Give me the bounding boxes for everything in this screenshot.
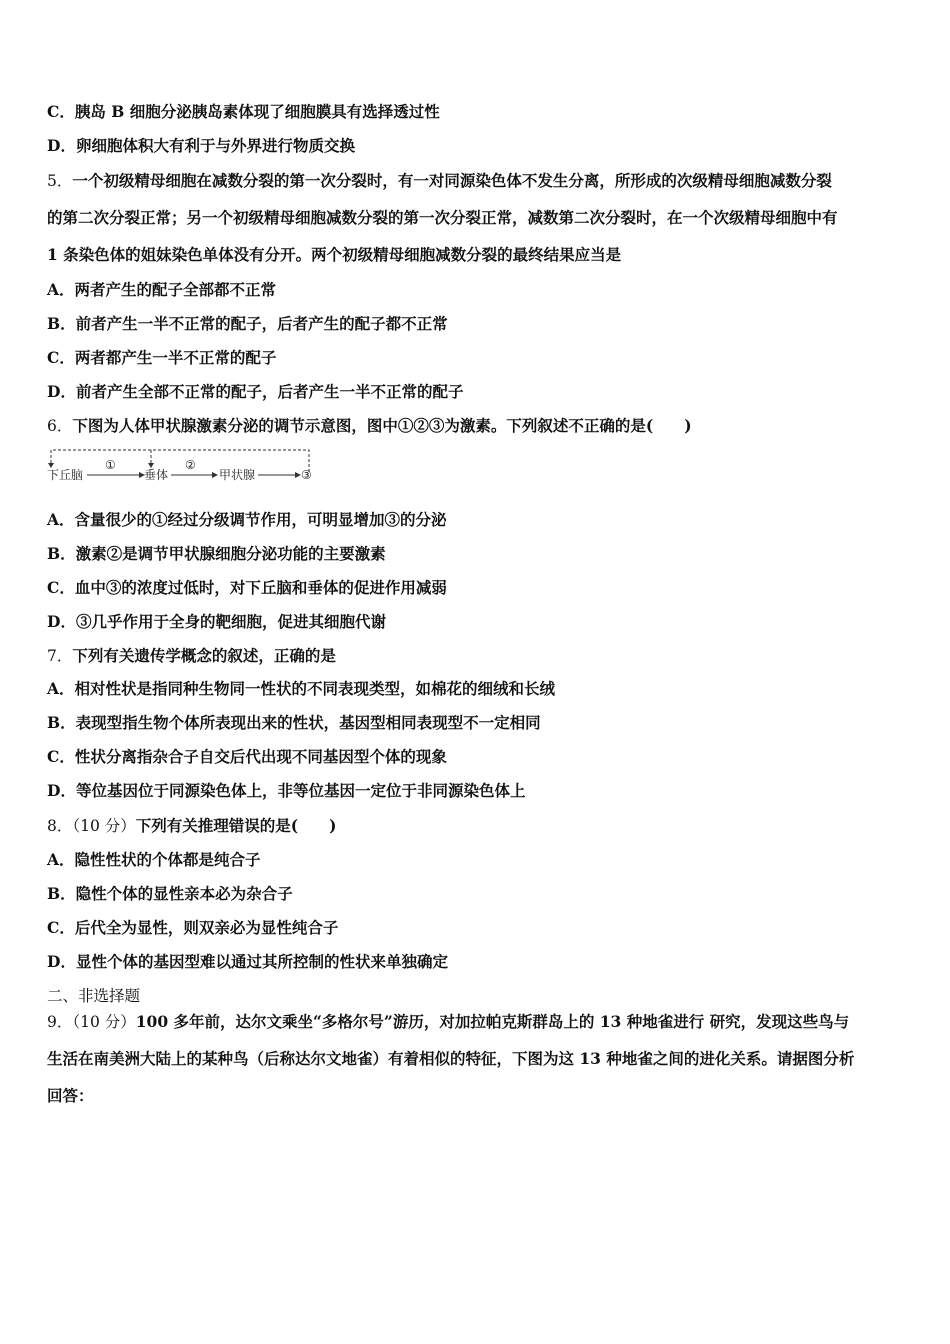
diagram-label-hormone-2: ② [185,458,196,472]
q5-number: 5． [47,172,73,190]
q6-option-b: B．激素②是调节甲状腺细胞分泌功能的主要激素 [47,544,386,563]
feedback-dashed-line [51,450,309,472]
q5-option-d: D．前者产生全部不正常的配子，后者产生一半不正常的配子 [47,382,464,401]
section-heading-non-choice: 二、非选择题 [47,987,141,1005]
diagram-label-hormone-1: ① [105,458,116,472]
diagram-node-thyroid: 甲状腺 [219,468,256,482]
q5-stem-line-2: 的第二次分裂正常；另一个初级精母细胞减数分裂的第一次分裂正常，减数第二次分裂时，在一个次级精母细胞中有 [47,208,838,227]
q5-option-a: A．两者产生的配子全部都不正常 [47,280,277,299]
q6-option-c: C．血中③的浓度过低时，对下丘脑和垂体的促进作用减弱 [47,578,447,597]
q4-option-d: D．卵细胞体积大有利于与外界进行物质交换 [47,136,355,155]
q5-stem-line-1 [47,171,832,191]
q9-number: 9．（10 分） [47,1013,136,1031]
q9-stem-line-3: 回答： [47,1086,94,1105]
q8-stem-line [47,816,336,836]
q5-stem-text-1: 一个初级精母细胞在减数分裂的第一次分裂时，有一对同源染色体不发生分离，所形成的次级精母细胞减数分裂 [72,171,832,190]
q7-option-b: B．表现型指生物个体所表现出来的性状，基因型相同表现型不一定相同 [47,713,541,732]
q7-stem-text: 下列有关遗传学概念的叙述，正确的是 [72,646,336,665]
diagram-label-hormone-3: ③ [301,468,312,482]
q5-option-c: C．两者都产生一半不正常的配子 [47,348,277,367]
thyroid-regulation-diagram [47,446,327,492]
diagram-node-pituitary: 垂体 [144,468,169,482]
q9-stem-line-2: 生活在南美洲大陆上的某种鸟（后称达尔文地雀）有着相似的特征，下图为这 13 种地雀之间的进化关系。请据图分析 [47,1049,855,1068]
q6-stem-line [47,416,692,436]
q8-option-d: D．显性个体的基因型难以通过其所控制的性状来单独确定 [47,952,448,971]
q8-number: 8．（10 分） [47,817,136,835]
q8-option-b: B．隐性个体的显性亲本必为杂合子 [47,884,293,903]
q6-option-d: D．③几乎作用于全身的靶细胞，促进其细胞代谢 [47,612,386,631]
arrow-head-2 [212,472,218,478]
diagram-node-hypothalamus: 下丘脑 [47,468,84,482]
q5-option-b: B．前者产生一半不正常的配子，后者产生的配子都不正常 [47,314,448,333]
q7-option-d: D．等位基因位于同源染色体上，非等位基因一定位于非同源染色体上 [47,781,526,800]
q4-option-c: C．胰岛 B 细胞分泌胰岛素体现了细胞膜具有选择透过性 [47,102,440,121]
q6-stem-text: 下图为人体甲状腺激素分泌的调节示意图，图中①②③为激素。下列叙述不正确的是( ) [72,416,692,435]
q6-number: 6． [47,417,73,435]
q9-stem-line-1 [47,1012,849,1032]
q7-option-a: A．相对性状是指同种生物同一性状的不同表现类型，如棉花的细绒和长绒 [47,679,556,698]
q8-option-c: C．后代全为显性，则双亲必为显性纯合子 [47,918,339,937]
q7-number: 7． [47,647,73,665]
q7-stem-line [47,646,336,666]
q8-option-a: A．隐性性状的个体都是纯合子 [47,850,261,869]
q8-stem-text: 下列有关推理错误的是( ) [135,816,337,835]
q6-option-a: A．含量很少的①经过分级调节作用，可明显增加③的分泌 [47,510,447,529]
q5-stem-line-3: 1 条染色体的姐妹染色单体没有分开。两个初级精母细胞减数分裂的最终结果应当是 [47,245,622,264]
q9-stem-text-1: 100 多年前，达尔文乘坐“多格尔号”游历，对加拉帕克斯群岛上的 13 种地雀进行 研究，发现这些鸟与 [135,1012,850,1031]
q7-option-c: C．性状分离指杂合子自交后代出现不同基因型个体的现象 [47,747,447,766]
